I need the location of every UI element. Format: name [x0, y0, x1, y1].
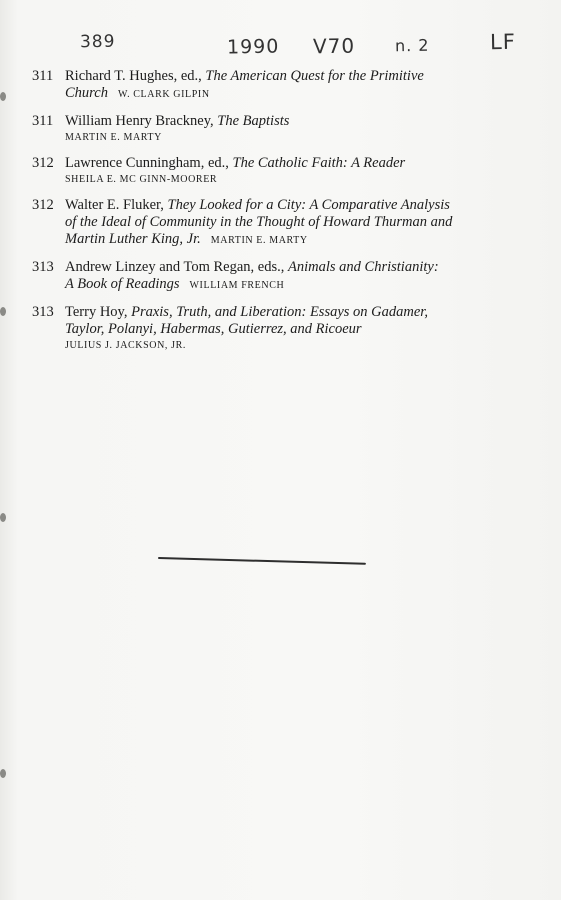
- horizontal-rule: [158, 557, 366, 565]
- book-author: William Henry Brackney,: [65, 113, 218, 129]
- handwritten-note-volume: V70: [312, 33, 356, 59]
- book-author: Andrew Linzey and Tom Regan, eds.,: [65, 259, 289, 275]
- book-title-continued: A Book of Readings: [65, 276, 180, 292]
- reviewer-name: MARTIN E. MARTY: [210, 235, 308, 246]
- entry-text: [65, 68, 502, 103]
- book-title-continued: Church: [65, 85, 108, 101]
- book-author: Walter E. Fluker,: [65, 197, 168, 213]
- book-title: The Baptists: [217, 113, 290, 129]
- binding-hole-mark: [0, 307, 6, 316]
- handwritten-note-initials: LF: [489, 29, 516, 55]
- reviewer-name: MARTIN E. MARTY: [65, 132, 162, 143]
- handwritten-note-number: 389: [79, 31, 116, 53]
- handwritten-note-year: 1990: [226, 35, 280, 59]
- list-item: [32, 113, 502, 145]
- binding-hole-mark: [0, 92, 6, 101]
- book-title-continued: of the Ideal of Community in the Thought of Howard Thurman and: [65, 214, 453, 230]
- review-list: [32, 68, 502, 363]
- page-number: 313: [32, 304, 54, 320]
- list-item: [32, 197, 502, 249]
- book-title: The American Quest for the Primitive: [205, 68, 424, 84]
- entry-text: [65, 197, 502, 249]
- entry-text: [65, 304, 502, 353]
- page-number: 312: [32, 155, 54, 171]
- page-number: 312: [32, 197, 54, 213]
- list-item: [32, 68, 502, 103]
- binding-hole-mark: [0, 769, 6, 778]
- book-title: Praxis, Truth, and Liberation: Essays on Gadamer,: [131, 304, 428, 320]
- reviewer-name: W. CLARK GILPIN: [117, 89, 210, 100]
- page-number: 311: [32, 68, 54, 84]
- reviewer-name: JULIUS J. JACKSON, JR.: [65, 340, 186, 351]
- book-title: Animals and Christianity:: [288, 259, 439, 275]
- reviewer-name: WILLIAM FRENCH: [189, 280, 285, 291]
- page-number: 311: [32, 113, 54, 129]
- book-title-continued: Martin Luther King, Jr.: [65, 231, 201, 247]
- list-item: [32, 259, 502, 294]
- book-title-continued: Taylor, Polanyi, Habermas, Gutierrez, and Ricoeur: [65, 321, 362, 337]
- list-item: [32, 304, 502, 353]
- book-author: Terry Hoy,: [65, 304, 132, 320]
- list-item: [32, 155, 502, 187]
- entry-text: [65, 259, 502, 294]
- book-title: They Looked for a City: A Comparative Analysis: [167, 197, 450, 213]
- page-number: 313: [32, 259, 54, 275]
- book-author: Lawrence Cunningham, ed.,: [65, 155, 233, 171]
- binding-hole-mark: [0, 513, 6, 522]
- book-title: The Catholic Faith: A Reader: [232, 155, 406, 171]
- entry-text: [65, 155, 502, 187]
- book-author: Richard T. Hughes, ed.,: [65, 68, 206, 84]
- reviewer-name: SHEILA E. MC GINN-MOORER: [65, 174, 218, 185]
- handwritten-note-issue: n. 2: [394, 35, 430, 56]
- entry-text: [65, 113, 502, 145]
